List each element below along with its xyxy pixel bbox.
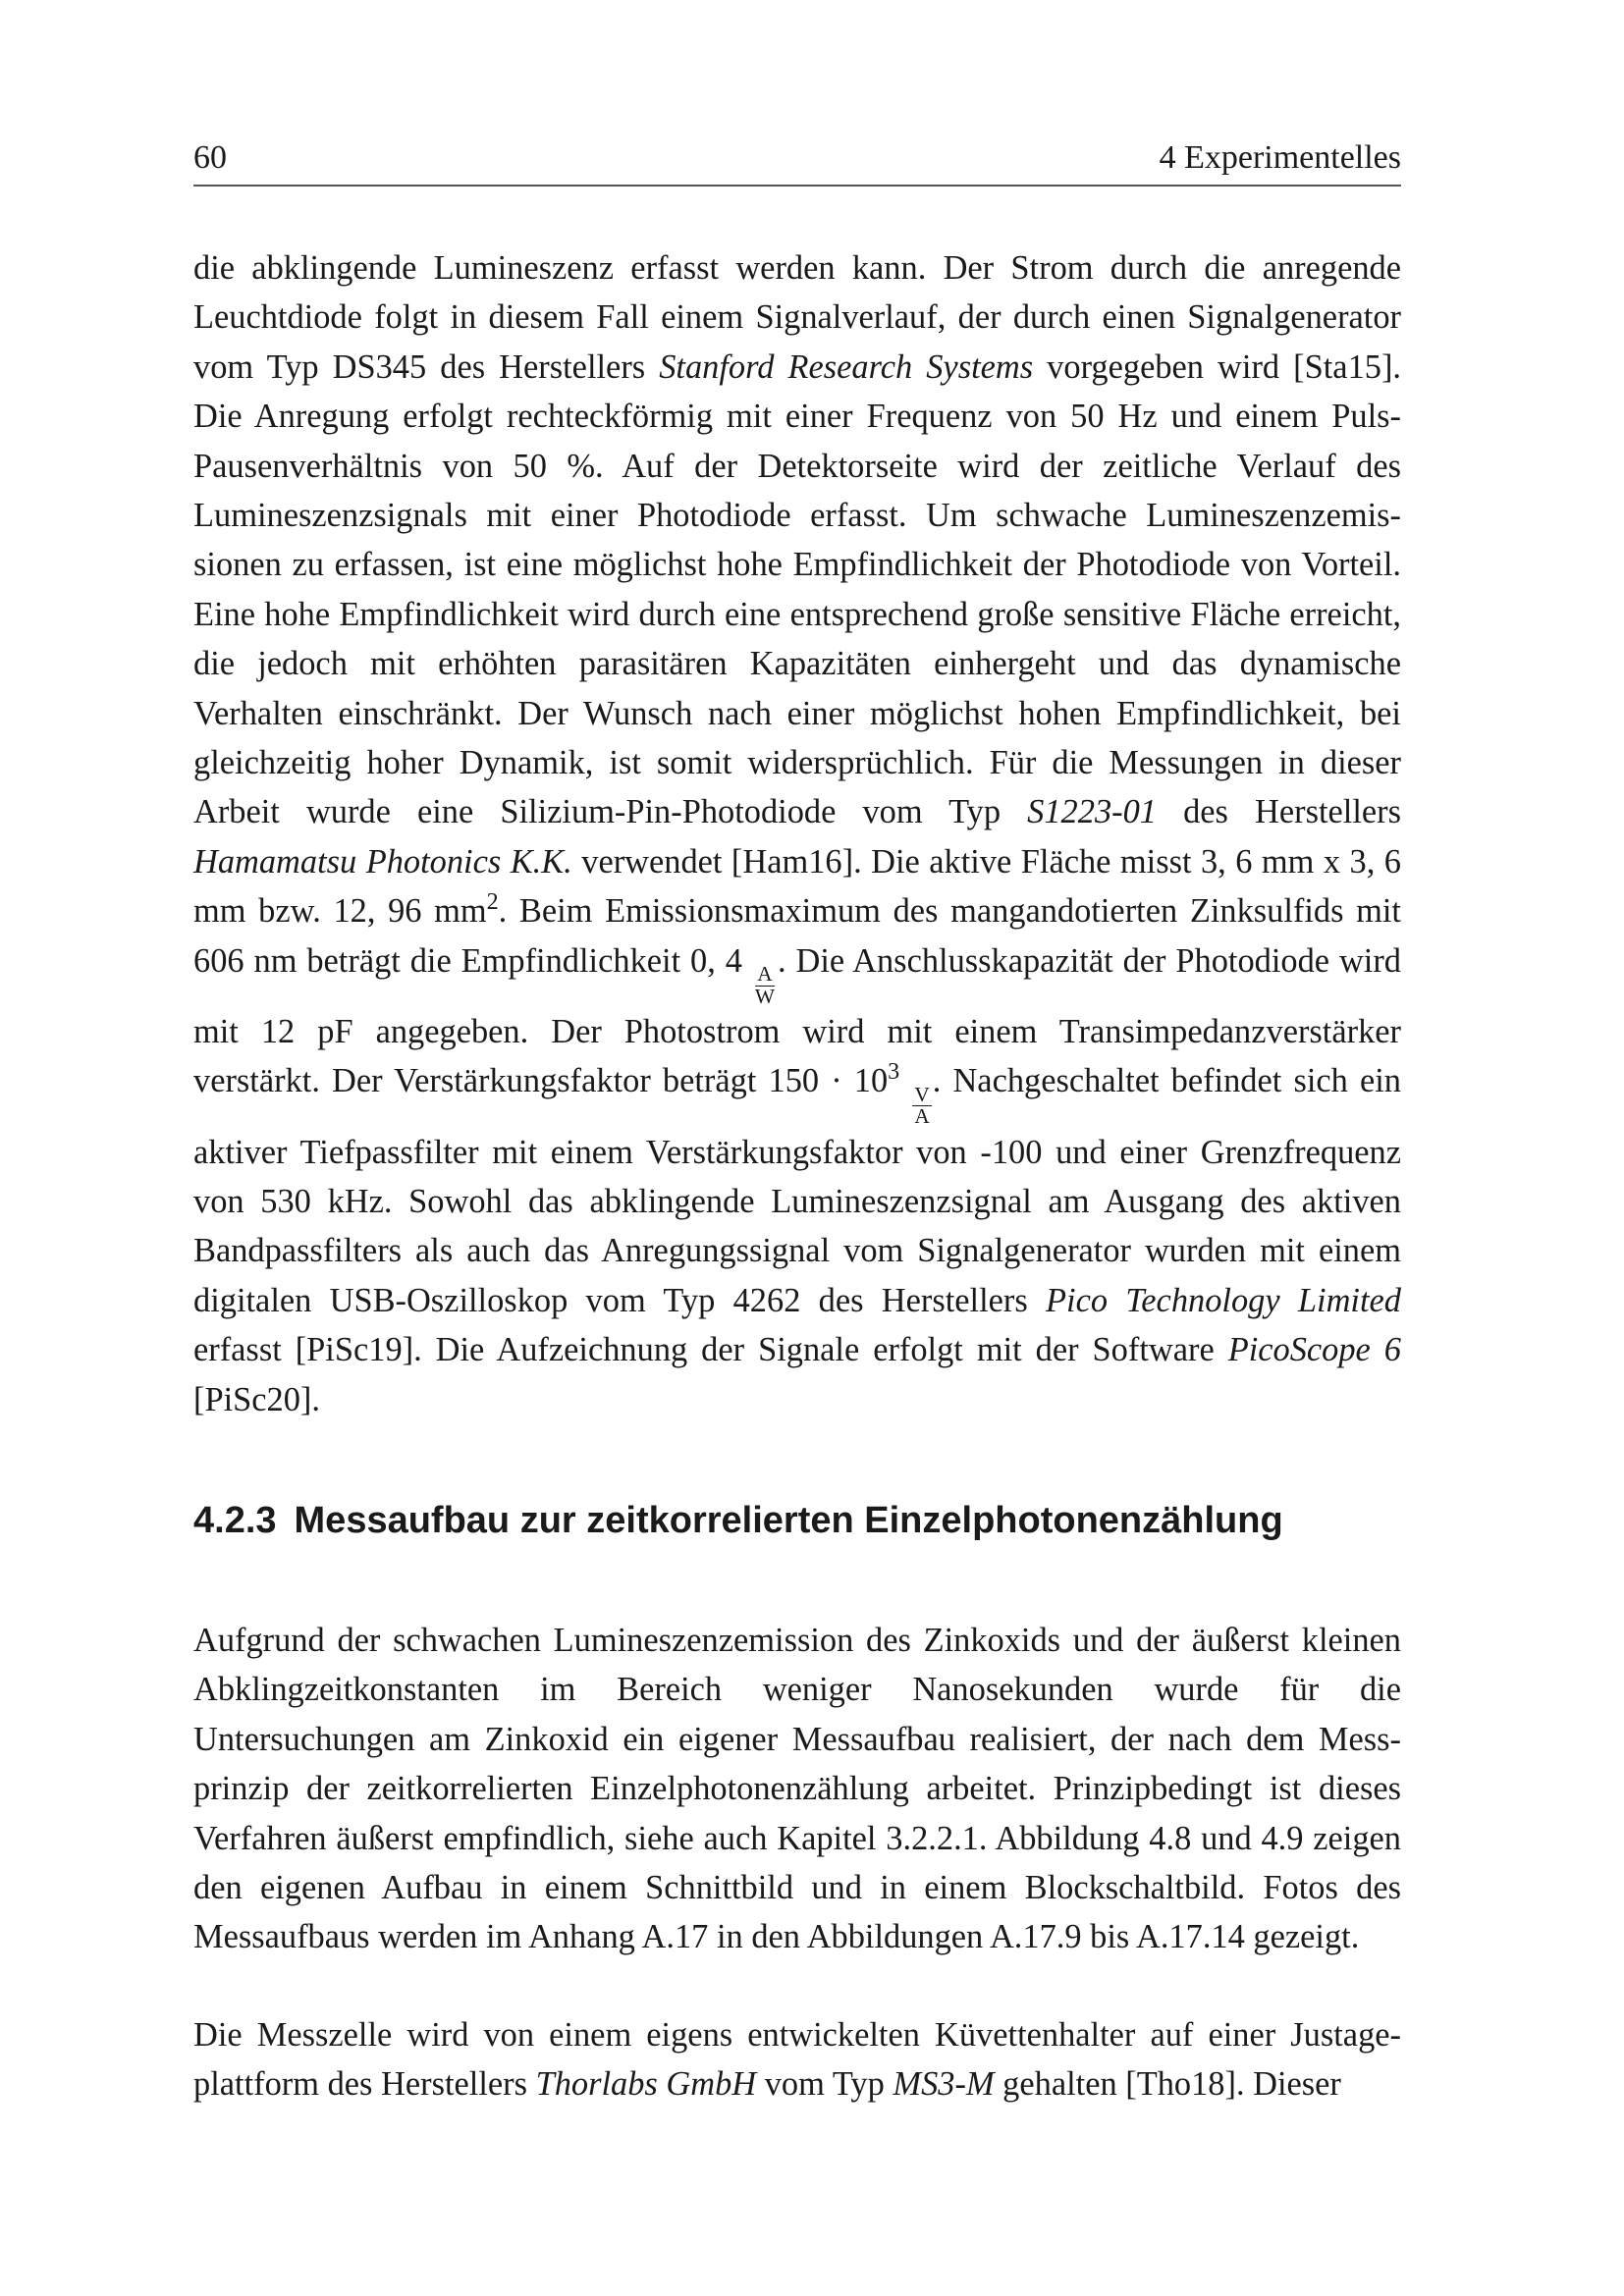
- text-run: Die Messzelle wird von einem eigens entwickelten Küvettenhalter auf einer Justageplattform des Herstellers: [193, 2016, 1401, 2104]
- part-number: MS3-M: [893, 2065, 995, 2104]
- superscript: 3: [888, 1059, 900, 1086]
- text-run: . Die Anschlusskapazität der Photodiode wird mit 12 pF angegeben. Der Photostrom wird mit einem Transimpedanzverstärker verstärkt. Der Verstärkungsfaktor beträgt 150 · 10: [193, 941, 1402, 1100]
- manufacturer-name: Stanford Research Systems: [659, 347, 1034, 386]
- section-heading: [193, 1500, 1401, 1542]
- fraction-volt-per-ampere: [912, 1082, 931, 1129]
- fraction-numerator: V: [914, 1082, 930, 1106]
- fraction-ampere-per-watt: [753, 964, 777, 1007]
- part-number: S1223-01: [1027, 793, 1157, 831]
- manufacturer-name: Hamamatsu Photonics K.K.: [193, 842, 572, 881]
- paragraph-photodiode-detection: [193, 243, 1401, 1424]
- paragraph-text: Aufgrund der schwachen Lumineszenzemission des Zinkoxids und der äußerst kleinen Abklingzeitkonstanten im Bereich weniger Nanosekunden wurde für die Untersuchungen am Zinkoxid ein eigener Messaufbau realisiert, der nach dem Messprinzip der zeitkorrelierten Einzelphotonenzählung arbeitet. Prinzipbedingt ist dieses Verfahren äußerst empfindlich, siehe auch Kapitel 3.2.2.1. Abbildung 4.8 und 4.9 zeigen den eigenen Aufbau in einem Schnittbild und in einem Blockschaltbild. Fotos des Messaufbaus werden im Anhang A.17 in den Abbildungen A.17.9 bis A.17.14 gezeigt.: [193, 1622, 1401, 1956]
- text-run: . Beim Emissionsmaximum des mangandotierten Zinksulfids mit 606 nm beträgt die Empfindlichkeit 0, 4: [193, 892, 1401, 980]
- fraction-denominator: A: [914, 1104, 930, 1129]
- page-number: 60: [193, 139, 227, 176]
- text-run: vom Typ: [756, 2065, 893, 2104]
- text-run: erfasst [PiSc19]. Die Aufzeichnung der Signale erfolgt mit der Software: [193, 1331, 1228, 1369]
- running-head: [193, 139, 1401, 187]
- section-number: 4.2.3: [193, 1500, 277, 1541]
- fraction-numerator: A: [757, 962, 773, 987]
- text-run: vorgegeben wird [Sta15]. Die Anregung erfolgt rechteckförmig mit einer Frequenz von 50 Hz und einem Puls-Pausenverhältnis von 50 %. Auf der Detektorseite wird der zeitliche Verlauf des Lumineszenzsignals mit einer Photodiode erfasst. Um schwache Lumineszenzemissionen zu erfassen, ist eine möglichst hohe Empfindlichkeit der Photodiode von Vorteil. Eine hohe Empfindlichkeit wird durch eine entsprechend große sensitive Fläche erreicht, die jedoch mit erhöhten parasitären Kapazitäten einhergeht und das dynamische Verhalten einschränkt. Der Wunsch nach einer möglichst hohen Empfindlichkeit, bei gleichzeitig hoher Dynamik, ist somit widersprüchlich. Für die Messungen in dieser Arbeit wurde eine Silizium-Pin-Photodiode vom Typ: [193, 347, 1402, 831]
- superscript: 2: [486, 889, 499, 916]
- paragraph-tcspc-intro: [193, 1616, 1401, 1962]
- fraction-denominator: W: [754, 984, 775, 1008]
- text-run: gehalten [Tho18]. Dieser: [994, 2065, 1341, 2104]
- chapter-title: 4 Experimentelles: [1159, 139, 1401, 176]
- text-run: die abklingende Lumineszenz erfasst werden kann. Der Strom durch die anregende Leuchtdiode folgt in diesem Fall einem Signalverlauf, der durch einen Signalgenerator vom Typ DS345 des Herstellers: [193, 249, 1401, 386]
- paragraph-measurement-cell: [193, 2010, 1401, 2109]
- section-title: Messaufbau zur zeitkorrelierten Einzelphotonenzählung: [294, 1500, 1283, 1541]
- text-run: . Nachgeschaltet befindet sich ein aktiver Tiefpassfilter mit einem Verstärkungsfaktor von -100 und einer Grenzfrequenz von 530 kHz. Sowohl das abklingende Lumineszenzsignal am Ausgang des aktiven Bandpassfilters als auch das Anregungssignal vom Signalgenerator wurden mit einem digitalen USB-Oszilloskop vom Typ 4262 des Herstellers: [193, 1062, 1401, 1319]
- text-run: [PiSc20].: [193, 1380, 320, 1418]
- text-run: des Herstellers: [1156, 793, 1401, 831]
- manufacturer-name: Thorlabs GmbH: [535, 2065, 757, 2104]
- text-run: verwendet [Ham16]. Die aktive Fläche misst 3, 6 mm x 3, 6 mm bzw. 12, 96 mm: [193, 842, 1401, 931]
- manufacturer-name: Pico Technology Limited: [1046, 1281, 1401, 1319]
- software-name: PicoScope 6: [1227, 1331, 1401, 1369]
